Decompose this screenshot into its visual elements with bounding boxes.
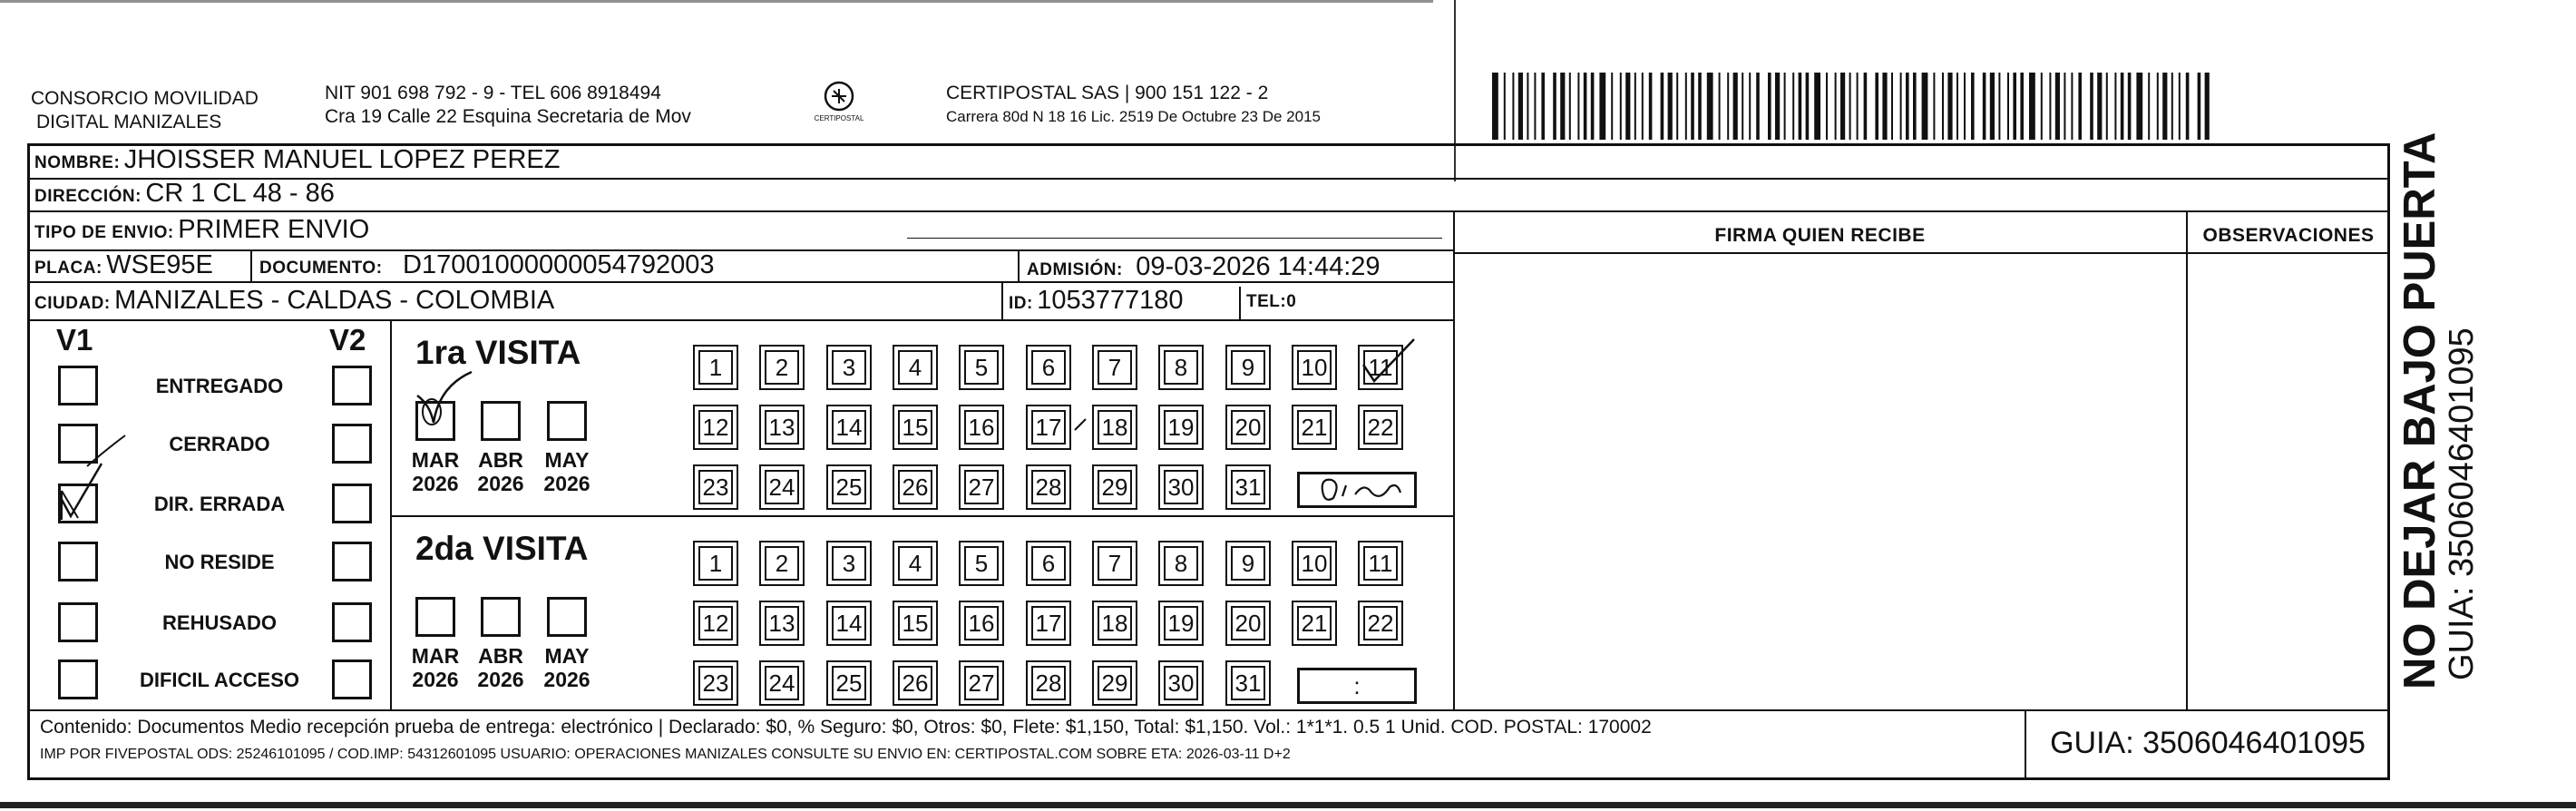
day-box-30[interactable]: 30: [1164, 666, 1198, 700]
day-box-11[interactable]: 11: [1363, 546, 1398, 581]
day-box-19[interactable]: 19: [1164, 606, 1198, 640]
barcode-bar: [1733, 73, 1738, 140]
barcode-bar: [1882, 73, 1887, 140]
month-year: 2026: [543, 472, 590, 495]
documento-label: DOCUMENTO:: [259, 259, 383, 278]
day-box-25[interactable]: 25: [832, 666, 866, 700]
tel-value: 0: [1286, 292, 1297, 311]
barcode-bar: [1560, 73, 1565, 140]
side-guia: GUIA: 3506046401095: [2443, 327, 2481, 680]
barcode-bar: [1806, 73, 1810, 140]
day-box-10[interactable]: 10: [1297, 350, 1332, 385]
placa-value: WSE95E: [106, 250, 213, 279]
barcode-bar: [1541, 73, 1545, 140]
day-box-1[interactable]: 1: [698, 350, 733, 385]
day-box-3[interactable]: 3: [832, 350, 866, 385]
month-name: MAR: [411, 644, 460, 668]
barcode-bar: [1756, 73, 1760, 140]
status-label-no-reside: NO RESIDE: [164, 551, 275, 573]
month-label-may: [535, 448, 599, 495]
tel-cell: [1246, 292, 1296, 312]
v1-checkbox-rehusado[interactable]: [58, 602, 98, 642]
month-checkbox-may[interactable]: [547, 401, 587, 441]
barcode-bar: [2179, 73, 2181, 140]
day-box-12[interactable]: 12: [698, 606, 733, 640]
admision-label: ADMISIÓN:: [1027, 260, 1123, 279]
barcode-bar: [1983, 73, 1986, 140]
row-divider: [27, 249, 1453, 251]
barcode-bar: [1742, 73, 1743, 140]
barcode-bar: [1634, 73, 1636, 140]
day-box-13[interactable]: 13: [765, 410, 799, 445]
placa-cell: [34, 250, 213, 280]
barcode-bar: [1749, 73, 1751, 140]
status-label-cerrado: CERRADO: [169, 433, 270, 455]
nombre-row: [34, 145, 561, 175]
barcode-bar: [1534, 73, 1536, 140]
status-label-dir-errada: DIR. ERRADA: [153, 493, 286, 515]
check-mark-icon: [412, 368, 475, 432]
day-box-29[interactable]: 29: [1098, 666, 1132, 700]
barcode-bar: [1676, 73, 1678, 140]
no-dejar-warning: NO DEJAR BAJO PUERTA: [2395, 132, 2444, 689]
month-name: ABR: [478, 448, 523, 472]
barcode-bar: [1518, 73, 1523, 140]
day-box-25[interactable]: 25: [832, 470, 866, 504]
direccion-label: DIRECCIÓN:: [34, 187, 141, 206]
day-box-8[interactable]: 8: [1164, 350, 1198, 385]
day-box-20[interactable]: 20: [1231, 606, 1265, 640]
day-box-8[interactable]: 8: [1164, 546, 1198, 581]
barcode-bar: [1642, 73, 1644, 140]
tipo-underline: [907, 238, 1442, 239]
barcode-bar: [1900, 73, 1902, 140]
observaciones-header: OBSERVACIONES: [2202, 225, 2375, 246]
status-label-rehusado: REHUSADO: [162, 611, 277, 634]
tipo-value: PRIMER ENVIO: [178, 215, 370, 244]
day-box-4[interactable]: 4: [898, 546, 932, 581]
admision-cell: [1027, 252, 1381, 282]
barcode-bar: [1611, 73, 1613, 140]
ciudad-cell: [34, 286, 554, 316]
barcode-bar: [1504, 73, 1506, 140]
barcode-bar: [1875, 73, 1878, 140]
day-box-13[interactable]: 13: [765, 606, 799, 640]
visit-extra-box-2[interactable]: :: [1297, 668, 1417, 704]
pen-stroke-icon: [1073, 415, 1091, 434]
pen-stroke-icon: [85, 434, 131, 470]
day-box-22[interactable]: 22: [1363, 606, 1398, 640]
barcode-bar: [2128, 73, 2132, 140]
company-name: CONSORCIO MOVILIDAD DIGITAL MANIZALES: [31, 88, 259, 132]
day-box-6[interactable]: 6: [1031, 546, 1066, 581]
barcode-bar: [1964, 73, 1966, 140]
barcode-bar: [1799, 73, 1802, 140]
col-divider: [250, 249, 252, 283]
barcode-bar: [1661, 73, 1664, 140]
status-label-dificil-acceso: DIFICIL ACCESO: [139, 669, 299, 691]
day-box-30[interactable]: 30: [1164, 470, 1198, 504]
day-box-15[interactable]: 15: [898, 410, 932, 445]
barcode-bar: [1553, 73, 1556, 140]
day-box-26[interactable]: 26: [898, 470, 932, 504]
barcode-bar: [2064, 73, 2065, 140]
barcode-bar: [1826, 73, 1828, 140]
row-divider: [27, 210, 2390, 212]
v1-checkbox-entregado[interactable]: [58, 366, 98, 406]
id-value: 1053777180: [1037, 286, 1184, 315]
v2-checkbox-dir-errada[interactable]: [332, 484, 372, 523]
direccion-value: CR 1 CL 48 - 86: [145, 179, 335, 208]
barcode-bar: [1719, 73, 1721, 140]
day-box-24[interactable]: 24: [765, 470, 799, 504]
barcode-bar: [1906, 73, 1909, 140]
visit-title-1: 1ra VISITA: [415, 334, 581, 371]
day-box-14[interactable]: 14: [832, 410, 866, 445]
barcode-bar: [1707, 73, 1713, 140]
barcode-bar: [2055, 73, 2060, 140]
documento-cell: [259, 250, 715, 280]
barcode-bar: [1512, 73, 1514, 140]
barcode-bar: [1792, 73, 1794, 140]
id-label: ID:: [1009, 294, 1033, 313]
barcode-bar: [2121, 73, 2124, 140]
day-box-7[interactable]: 7: [1098, 350, 1132, 385]
barcode-bar: [1998, 73, 2000, 140]
barcode-bar: [1933, 73, 1935, 140]
day-box-4[interactable]: 4: [898, 350, 932, 385]
ciudad-label: CIUDAD:: [34, 294, 111, 313]
month-year: 2026: [477, 472, 524, 495]
barcode-bar: [1577, 73, 1579, 140]
barcode-bar: [1584, 73, 1587, 140]
barcode-bar: [2148, 73, 2150, 140]
day-box-6[interactable]: 6: [1031, 350, 1066, 385]
id-cell: [1009, 286, 1184, 316]
barcode-bar: [1569, 73, 1571, 140]
day-box-9[interactable]: 9: [1231, 546, 1265, 581]
nombre-label: NOMBRE:: [34, 153, 121, 172]
day-box-24[interactable]: 24: [765, 666, 799, 700]
observaciones-area[interactable]: [2190, 255, 2387, 708]
barcode-bar: [2041, 73, 2043, 140]
month-name: MAY: [544, 644, 590, 668]
v2-header: V2: [329, 323, 366, 357]
month-name: MAY: [544, 448, 590, 472]
handwritten-initials-icon: [1310, 474, 1410, 505]
barcode-bar: [1990, 73, 1995, 140]
col-divider: [1239, 287, 1241, 319]
barcode-bar: [2136, 73, 2142, 140]
barcode-bar: [2007, 73, 2009, 140]
row-divider: [27, 178, 2390, 180]
month-name: MAR: [411, 448, 460, 472]
barcode-bar: [1864, 73, 1868, 140]
barcode-bar: [2090, 73, 2093, 140]
barcode-bar: [1649, 73, 1653, 140]
day-box-27[interactable]: 27: [964, 470, 999, 504]
barcode-bar: [1685, 73, 1687, 140]
tipo-label: TIPO DE ENVIO:: [34, 223, 174, 242]
month-label-abr: [469, 644, 532, 691]
col-divider: [1018, 249, 1020, 283]
col-divider: [1001, 281, 1003, 319]
barcode-bar: [2106, 73, 2108, 140]
side-text: [2396, 132, 2480, 689]
day-box-2[interactable]: 2: [765, 350, 799, 385]
v1-checkbox-no-reside[interactable]: [58, 542, 98, 581]
day-box-17[interactable]: 17: [1031, 410, 1066, 445]
barcode-bar: [2162, 73, 2167, 140]
col-divider: [1453, 210, 1455, 710]
v2-checkbox-cerrado[interactable]: [332, 424, 372, 464]
day-box-23[interactable]: 23: [698, 666, 733, 700]
v2-checkbox-entregado[interactable]: [332, 366, 372, 406]
v1-header: V1: [56, 323, 93, 357]
barcode-bar: [2013, 73, 2016, 140]
barcode-bar: [2157, 73, 2159, 140]
day-box-5[interactable]: 5: [964, 546, 999, 581]
barcode-bar: [2071, 73, 2073, 140]
day-box-21[interactable]: 21: [1297, 606, 1332, 640]
day-box-16[interactable]: 16: [964, 410, 999, 445]
status-label-entregado: ENTREGADO: [155, 375, 284, 397]
day-box-17[interactable]: 17: [1031, 606, 1066, 640]
barcode-bar: [1922, 73, 1928, 140]
day-box-3[interactable]: 3: [832, 546, 866, 581]
v2-checkbox-rehusado[interactable]: [332, 602, 372, 642]
month-checkbox-may[interactable]: [547, 597, 587, 637]
day-box-12[interactable]: 12: [698, 410, 733, 445]
placa-label: PLACA:: [34, 259, 102, 278]
month-label-mar: [404, 448, 467, 495]
barcode-bar: [2171, 73, 2173, 140]
month-name: ABR: [478, 644, 523, 668]
tipo-row: [34, 215, 369, 245]
firma-header: FIRMA QUIEN RECIBE: [1714, 225, 1926, 246]
documento-value: D17001000000054792003: [403, 250, 715, 279]
barcode-bar: [2114, 73, 2116, 140]
month-label-may: [535, 644, 599, 691]
admision-value: 09-03-2026 14:44:29: [1136, 252, 1381, 281]
col-divider: [2186, 210, 2188, 710]
day-box-9[interactable]: 9: [1231, 350, 1265, 385]
barcode-bar: [1942, 73, 1944, 140]
signature-area[interactable]: [1457, 255, 2184, 708]
day-box-22[interactable]: 22: [1363, 410, 1398, 445]
scan-artifact-bottom: [0, 802, 2576, 808]
day-box-26[interactable]: 26: [898, 666, 932, 700]
barcode-bar: [1591, 73, 1595, 140]
v2-checkbox-dificil-acceso[interactable]: [332, 660, 372, 699]
barcode-bar: [2186, 73, 2190, 140]
day-box-7[interactable]: 7: [1098, 546, 1132, 581]
row-divider: [27, 319, 1453, 321]
day-box-18[interactable]: 18: [1098, 410, 1132, 445]
scan-artifact-top: [0, 0, 1433, 3]
barcode-bar: [1835, 73, 1837, 140]
day-box-10[interactable]: 10: [1297, 546, 1332, 581]
barcode-bar: [2097, 73, 2102, 140]
footer-imp: IMP POR FIVEPOSTAL ODS: 25246101095 / COD.IMP: 54312601095 USUARIO: OPERACIONES MANIZALES CONSULTE SU ENVIO EN: CERTIPOSTAL.COM SOBRE ETA: 2026-03-11 D+2: [40, 747, 1291, 762]
day-box-21[interactable]: 21: [1297, 410, 1332, 445]
company-contact: NIT 901 698 792 - 9 - TEL 606 8918494 Cra 19 Calle 22 Esquina Secretaria de Mov: [325, 83, 691, 127]
month-label-mar: [404, 644, 467, 691]
day-box-27[interactable]: 27: [964, 666, 999, 700]
barcode-bar: [1492, 73, 1498, 140]
nombre-value: JHOISSER MANUEL LOPEZ PEREZ: [123, 145, 561, 174]
month-year: 2026: [477, 668, 524, 691]
day-box-11[interactable]: 11: [1363, 350, 1398, 385]
barcode-bar: [2029, 73, 2035, 140]
barcode-bar: [1691, 73, 1694, 140]
day-box-16[interactable]: 16: [964, 606, 999, 640]
day-box-1[interactable]: 1: [698, 546, 733, 581]
barcode-bar: [1668, 73, 1673, 140]
day-box-20[interactable]: 20: [1231, 410, 1265, 445]
visit-title-2: 2da VISITA: [415, 530, 589, 567]
barcode-bar: [1727, 73, 1729, 140]
day-box-28[interactable]: 28: [1031, 666, 1066, 700]
ciudad-value: MANIZALES - CALDAS - COLOMBIA: [114, 286, 555, 315]
day-box-5[interactable]: 5: [964, 350, 999, 385]
check-mark-icon: [1358, 334, 1421, 388]
barcode-bar: [1947, 73, 1952, 140]
barcode: [1492, 73, 2218, 140]
direccion-row: [34, 179, 335, 209]
barcode-bar: [2078, 73, 2082, 140]
row-divider: [1454, 252, 2390, 254]
month-year: 2026: [543, 668, 590, 691]
barcode-bar: [1840, 73, 1845, 140]
month-year: 2026: [412, 472, 459, 495]
footer-contenido: Contenido: Documentos Medio recepción prueba de entrega: electrónico | Declarado: $0, % Seguro: $0, Otros: $0, Flete: $1,150, Total: $1,150. Vol.: 1*1*1. 0.5 1 Unid. COD. POSTAL: 170002: [40, 717, 1652, 738]
courier-info: CERTIPOSTAL SAS | 900 151 122 - 2 Carrera 80d N 18 16 Lic. 2519 De Octubre 23 De 2015: [946, 83, 1321, 125]
barcode-bar: [1784, 73, 1786, 140]
barcode-bar: [2198, 73, 2201, 140]
barcode-bar: [1971, 73, 1975, 140]
day-box-23[interactable]: 23: [698, 470, 733, 504]
barcode-bar: [1527, 73, 1528, 140]
barcode-bar: [1956, 73, 1958, 140]
month-checkbox-abr[interactable]: [481, 597, 521, 637]
barcode-bar: [1913, 73, 1917, 140]
footer-guia: GUIA: 3506046401095: [2050, 726, 2366, 760]
month-checkbox-mar[interactable]: [415, 597, 455, 637]
day-box-2[interactable]: 2: [765, 546, 799, 581]
barcode-bar: [1857, 73, 1859, 140]
barcode-bar: [2205, 73, 2210, 140]
barcode-bar: [1698, 73, 1702, 140]
barcode-bar: [1620, 73, 1622, 140]
v1-checkbox-dificil-acceso[interactable]: [58, 660, 98, 699]
barcode-bar: [1814, 73, 1820, 140]
day-box-19[interactable]: 19: [1164, 410, 1198, 445]
day-box-31[interactable]: 31: [1231, 470, 1265, 504]
day-box-15[interactable]: 15: [898, 606, 932, 640]
barcode-bar: [1768, 73, 1771, 140]
barcode-bar: [1891, 73, 1893, 140]
barcode-bar: [1775, 73, 1780, 140]
month-label-abr: [469, 448, 532, 495]
barcode-bar: [1849, 73, 1851, 140]
day-box-31[interactable]: 31: [1231, 666, 1265, 700]
day-box-29[interactable]: 29: [1098, 470, 1132, 504]
day-box-18[interactable]: 18: [1098, 606, 1132, 640]
barcode-bar: [2049, 73, 2051, 140]
v2-checkbox-no-reside[interactable]: [332, 542, 372, 581]
footer-divider: [27, 709, 2390, 711]
month-year: 2026: [412, 668, 459, 691]
day-box-28[interactable]: 28: [1031, 470, 1066, 504]
barcode-bar: [1599, 73, 1605, 140]
tel-label: TEL:: [1246, 292, 1287, 311]
courier-logo: CERTIPOSTAL: [810, 78, 868, 123]
col-divider: [390, 319, 392, 709]
day-box-14[interactable]: 14: [832, 606, 866, 640]
month-checkbox-abr[interactable]: [481, 401, 521, 441]
barcode-bar: [2020, 73, 2024, 140]
barcode-bar: [1625, 73, 1630, 140]
row-divider: [390, 515, 1453, 517]
